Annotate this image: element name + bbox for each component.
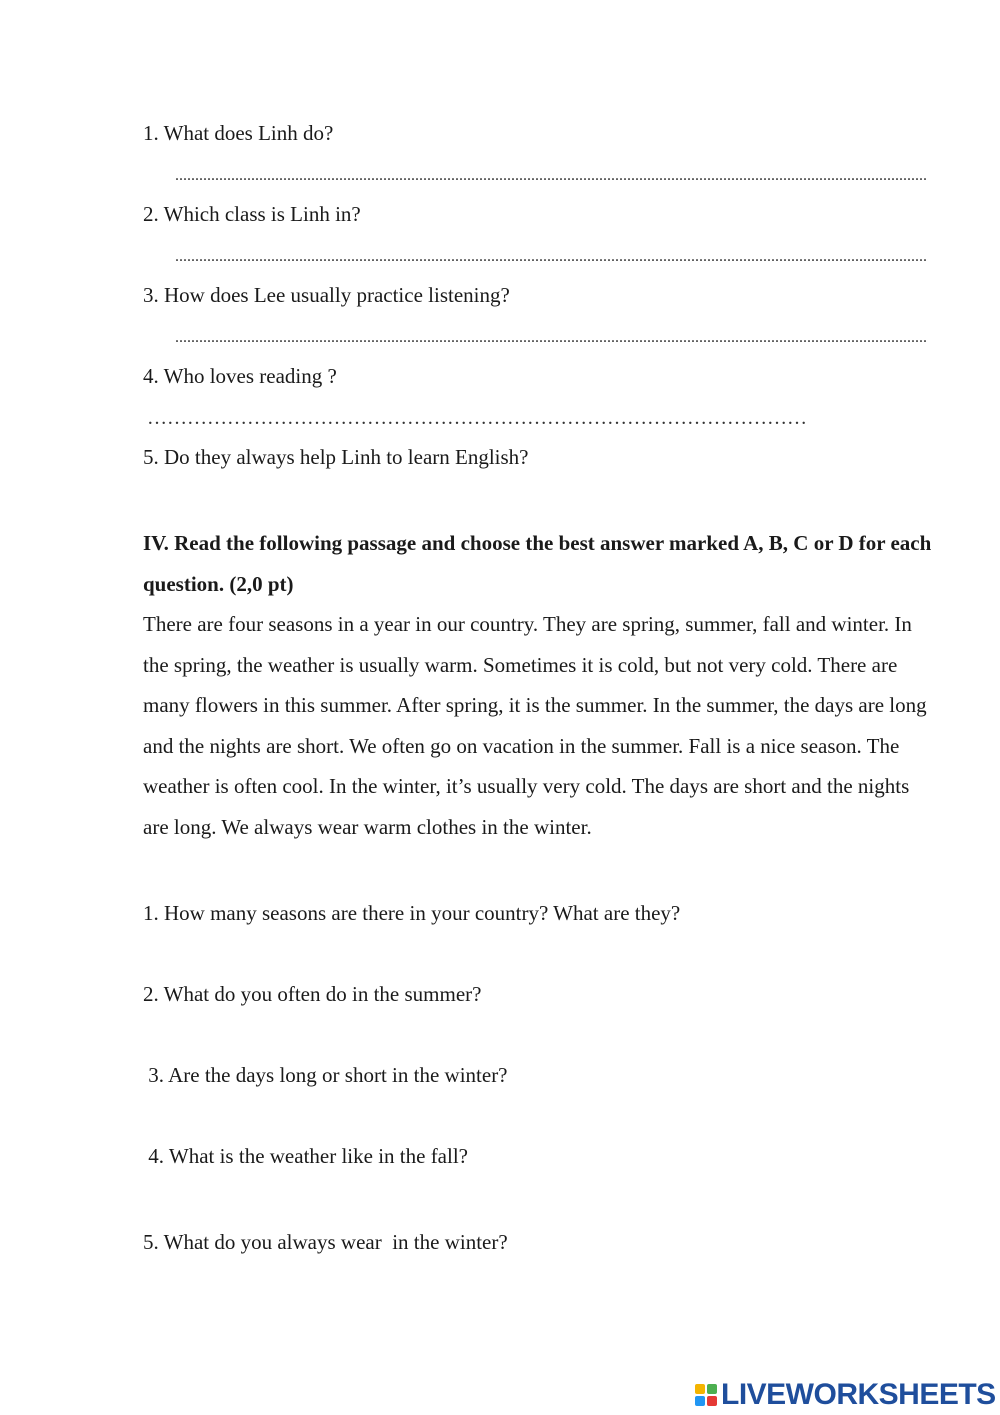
- answer-line-3[interactable]: ............................................................................................................................................................................................: [175, 329, 927, 346]
- answer-line-2[interactable]: ............................................................................................................................................................................................: [175, 248, 927, 265]
- reading-question-3: 3. Are the days long or short in the winter?: [143, 1063, 508, 1087]
- answer-line-1[interactable]: ............................................................................................................................................................................................: [175, 167, 927, 184]
- question-5: 5. Do they always help Linh to learn English?: [143, 445, 529, 469]
- logo-text: LIVEWORKSHEETS: [721, 1378, 996, 1411]
- question-1: 1. What does Linh do?: [143, 121, 334, 145]
- question-4: 4. Who loves reading ?: [143, 364, 337, 388]
- reading-passage: There are four seasons in a year in our country. They are spring, summer, fall and winter. In the spring, the weather is usually warm. Sometimes it is cold, but not very cold. There are many flowers in this summer. After spring, it is the summer. In the summer, the days are long and the nights are short. We often go on vacation in the summer. Fall is a nice season. The weather is often cool. In the winter, it’s usually very cold. The days are short and the nights are long. We always wear warm clothes in the winter.: [143, 612, 927, 839]
- question-3: 3. How does Lee usually practice listening?: [143, 283, 510, 307]
- question-2: 2. Which class is Linh in?: [143, 202, 361, 226]
- liveworksheets-logo: [695, 1375, 996, 1415]
- reading-question-5: 5. What do you always wear in the winter?: [143, 1230, 508, 1254]
- reading-question-1: 1. How many seasons are there in your country? What are they?: [143, 901, 681, 925]
- answer-line-4[interactable]: ………………………………………………………………………………………: [147, 407, 807, 429]
- logo-tiles-icon: [695, 1384, 717, 1406]
- reading-question-2: 2. What do you often do in the summer?: [143, 982, 482, 1006]
- reading-question-4: 4. What is the weather like in the fall?: [143, 1144, 468, 1168]
- section-heading: IV. Read the following passage and choose the best answer marked A, B, C or D for each question. (2,0 pt): [143, 531, 932, 596]
